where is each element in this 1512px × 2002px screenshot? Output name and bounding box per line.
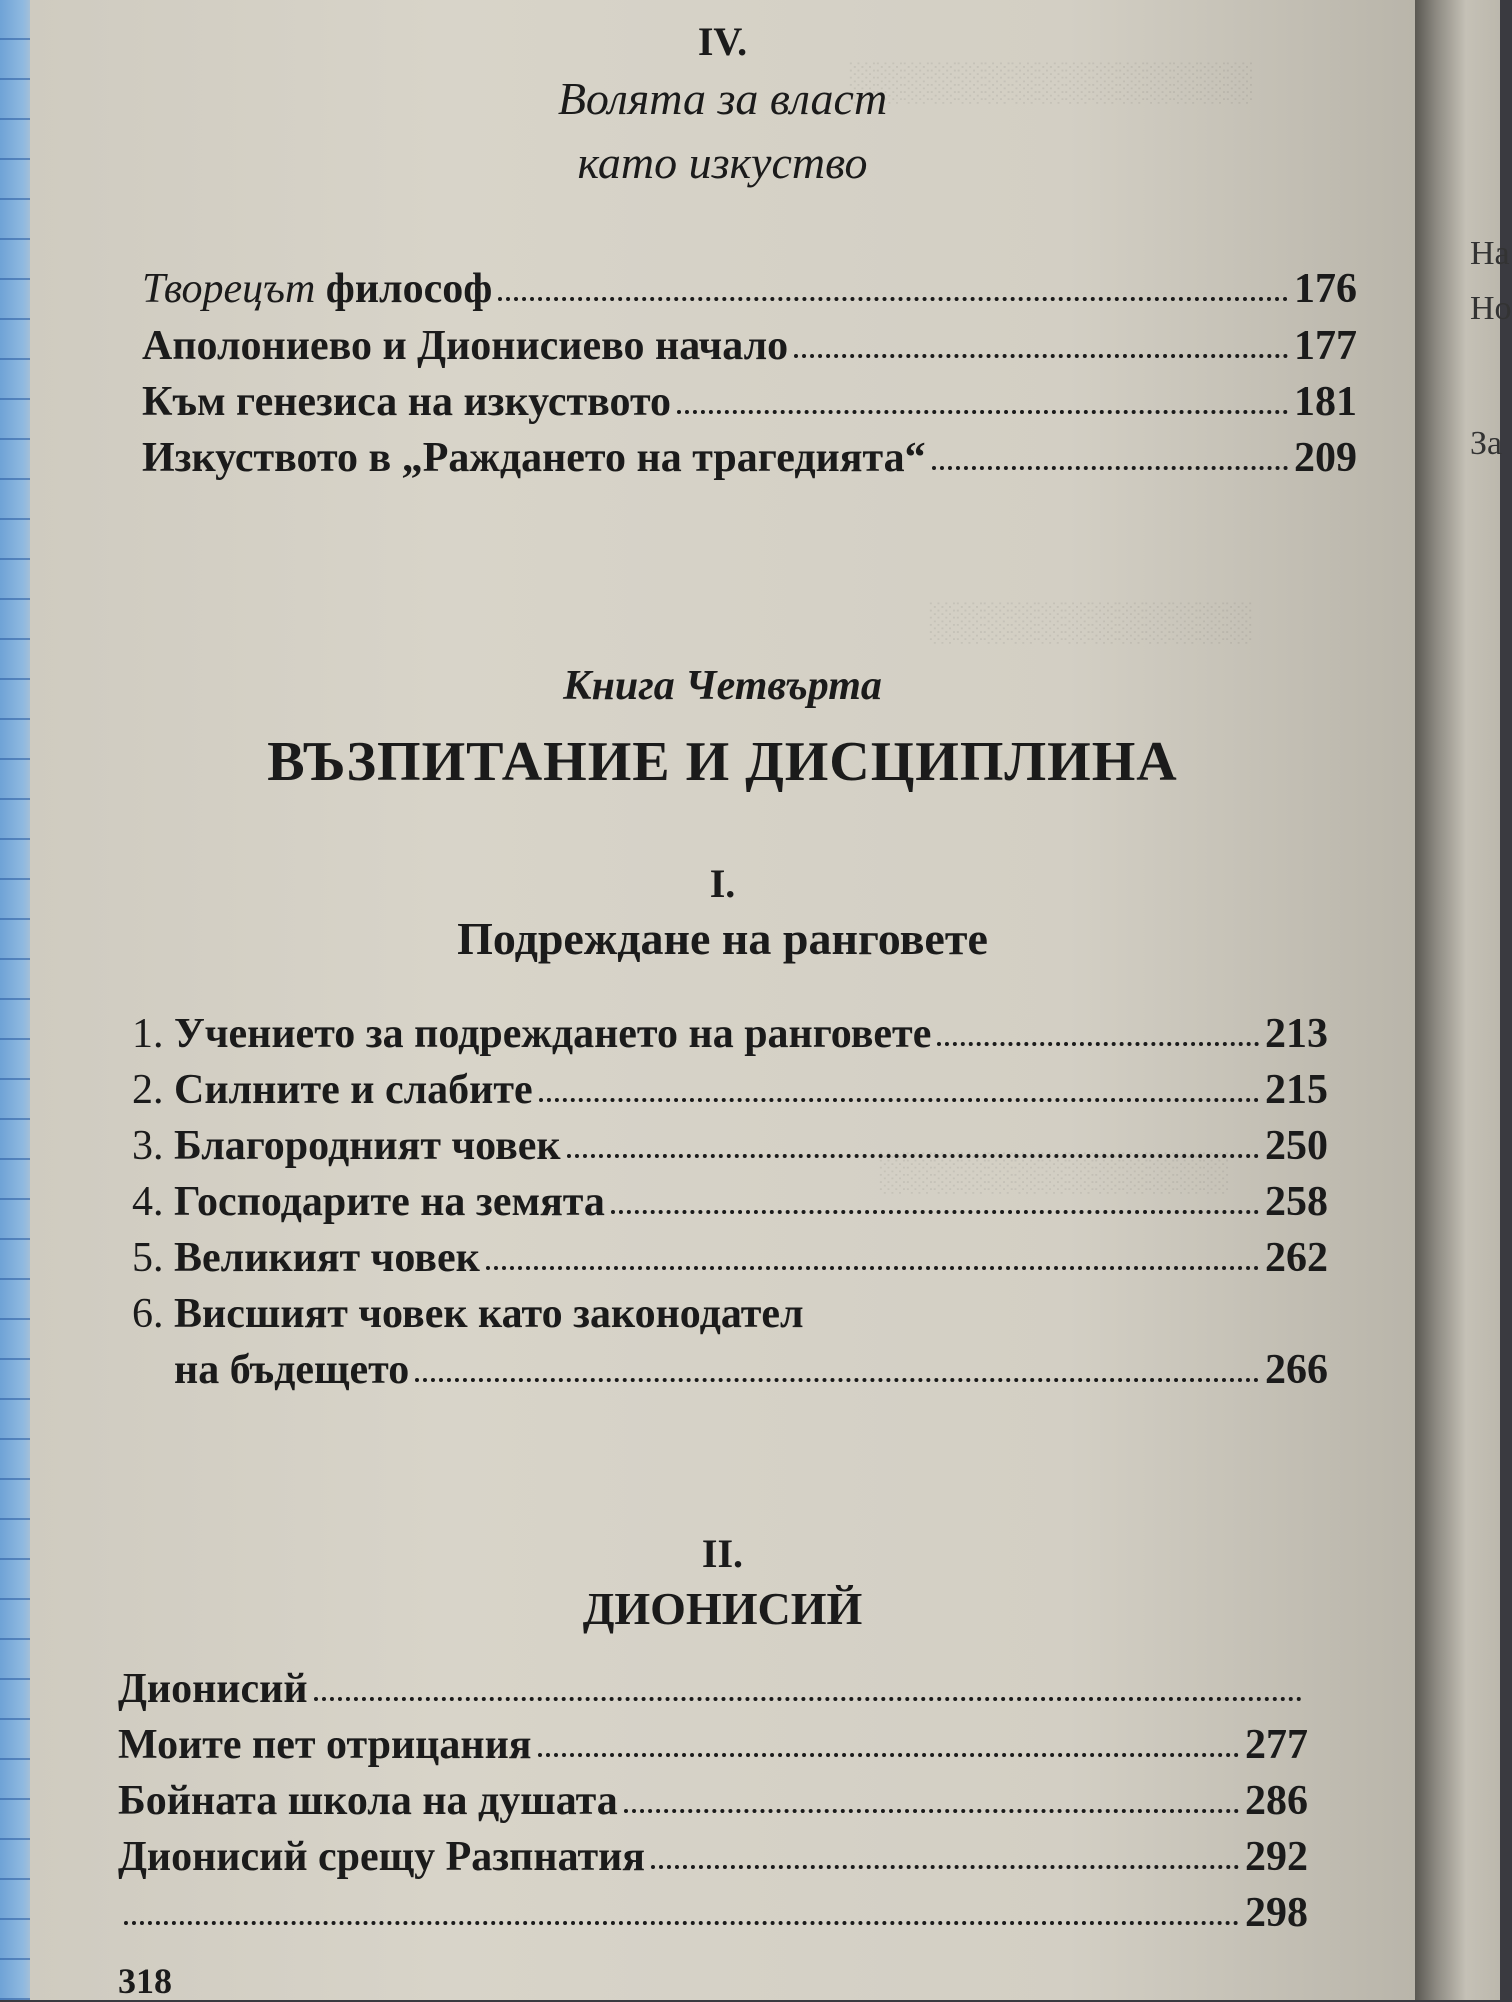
toc-entry-label: Моите пет отрицания — [118, 1722, 532, 1768]
toc-entry[interactable] — [132, 1122, 1328, 1170]
show-through-text: ░░░░░░░░░░░░░ — [880, 1151, 1230, 1193]
toc-entry[interactable] — [118, 1777, 1308, 1825]
toc-entry-number: 2. — [132, 1067, 164, 1113]
toc-entry-number: 3. — [132, 1123, 164, 1169]
toc-entry-label-continued: на бъдещето — [174, 1347, 410, 1393]
leader-dots — [124, 1921, 1239, 1925]
toc-entry-label: Бойната школа на душата — [118, 1778, 618, 1824]
toc-entry-label: Учението за подреждането на ранговете — [174, 1011, 932, 1057]
leader-dots — [415, 1378, 1259, 1382]
section1-title: Подреждане на ранговете — [457, 913, 988, 964]
leader-dots — [677, 410, 1288, 414]
facing-page-fragment: За — [1470, 425, 1503, 462]
toc-page-number: 266 — [1265, 1347, 1328, 1393]
leader-dots — [651, 1865, 1239, 1869]
toc-entry[interactable] — [142, 322, 1357, 370]
toc-entry-label: Благородният човек — [174, 1123, 561, 1169]
show-through-text: ░░░░░░░░░░░░░░░ — [850, 61, 1254, 103]
section2-title: ДИОНИСИЙ — [582, 1583, 863, 1634]
toc-page-number: 213 — [1265, 1011, 1328, 1057]
toc-entry[interactable] — [132, 1234, 1328, 1282]
toc-page-number: 215 — [1265, 1067, 1328, 1113]
show-through-text: ░░░░░░░░░░░░ — [930, 601, 1254, 643]
toc-entry-number: 6. — [132, 1291, 164, 1337]
toc-entry-number: 1. — [132, 1011, 164, 1057]
toc-entry-label: Творецът философ — [142, 266, 493, 312]
toc-page-number: 286 — [1245, 1778, 1308, 1824]
toc-page-number: 298 — [1245, 1890, 1308, 1936]
toc-entry-number: 4. — [132, 1179, 164, 1225]
toc-entry-label: Изкуството в „Раждането на трагедията“ — [142, 435, 926, 481]
section1-roman: I. — [709, 861, 736, 906]
leader-dots — [539, 1098, 1259, 1102]
facing-page-fragment: Но — [1470, 290, 1512, 327]
toc-entry-label: Великият човек — [174, 1235, 480, 1281]
leader-dots — [611, 1210, 1259, 1214]
leader-dots — [932, 466, 1288, 470]
leader-dots — [538, 1753, 1240, 1757]
toc-entry-first-line[interactable] — [132, 1290, 1328, 1338]
leader-dots — [486, 1266, 1259, 1270]
toc-page-number: 250 — [1265, 1123, 1328, 1169]
toc-page-number: 258 — [1265, 1179, 1328, 1225]
toc-entry[interactable] — [132, 1066, 1328, 1114]
toc-page-number: 176 — [1294, 266, 1357, 312]
toc-entry[interactable] — [142, 265, 1357, 313]
book-page — [30, 0, 1415, 2000]
book4-subtitle: Книга Четвърта — [563, 663, 882, 709]
book4-title: ВЪЗПИТАНИЕ И ДИСЦИПЛИНА — [267, 731, 1178, 793]
part4-roman: IV. — [697, 19, 748, 64]
toc-entry-label: Господарите на земята — [174, 1179, 605, 1225]
toc-entry-label: Аполониево и Дионисиево начало — [142, 323, 789, 369]
toc-entry[interactable] — [118, 1889, 1308, 1937]
toc-entry-label: Дионисий срещу Разпнатия — [118, 1834, 646, 1880]
toc-entry-italic-word: Творецът — [142, 266, 316, 312]
leader-dots — [624, 1809, 1239, 1813]
part4-title-line2: като изкуство — [577, 137, 868, 188]
part4-title-line1: Волята за власт — [557, 73, 888, 124]
toc-entry-label: Дионисий — [118, 1666, 308, 1712]
toc-entry[interactable] — [118, 1665, 1308, 1713]
toc-page-number: 181 — [1294, 379, 1357, 425]
leader-dots — [937, 1042, 1259, 1046]
leader-dots — [567, 1154, 1259, 1158]
toc-entry[interactable] — [142, 434, 1357, 482]
facing-page-edge — [1415, 0, 1512, 2000]
toc-entry[interactable] — [118, 1833, 1308, 1881]
toc-page-number: 292 — [1245, 1834, 1308, 1880]
toc-entry-continuation[interactable] — [174, 1346, 1328, 1394]
toc-entry[interactable] — [132, 1178, 1328, 1226]
section2-roman: II. — [701, 1531, 744, 1576]
toc-page-number: 209 — [1294, 435, 1357, 481]
leader-dots — [314, 1697, 1302, 1701]
toc-entry-label: Силните и слабите — [174, 1067, 533, 1113]
toc-page-number: 262 — [1265, 1235, 1328, 1281]
page-number: 318 — [118, 1961, 172, 2001]
toc-page-number: 277 — [1245, 1722, 1308, 1768]
toc-page-number: 177 — [1294, 323, 1357, 369]
toc-entry[interactable] — [118, 1721, 1308, 1769]
toc-entry-label: Висшият човек като законодател — [174, 1291, 804, 1337]
toc-entry-number: 5. — [132, 1235, 164, 1281]
leader-dots — [794, 354, 1288, 358]
facing-page-fragment: На — [1470, 235, 1510, 272]
toc-entry-label: Към генезиса на изкуството — [142, 379, 672, 425]
leader-dots — [498, 297, 1288, 301]
toc-entry[interactable] — [142, 378, 1357, 426]
toc-entry[interactable] — [132, 1010, 1328, 1058]
